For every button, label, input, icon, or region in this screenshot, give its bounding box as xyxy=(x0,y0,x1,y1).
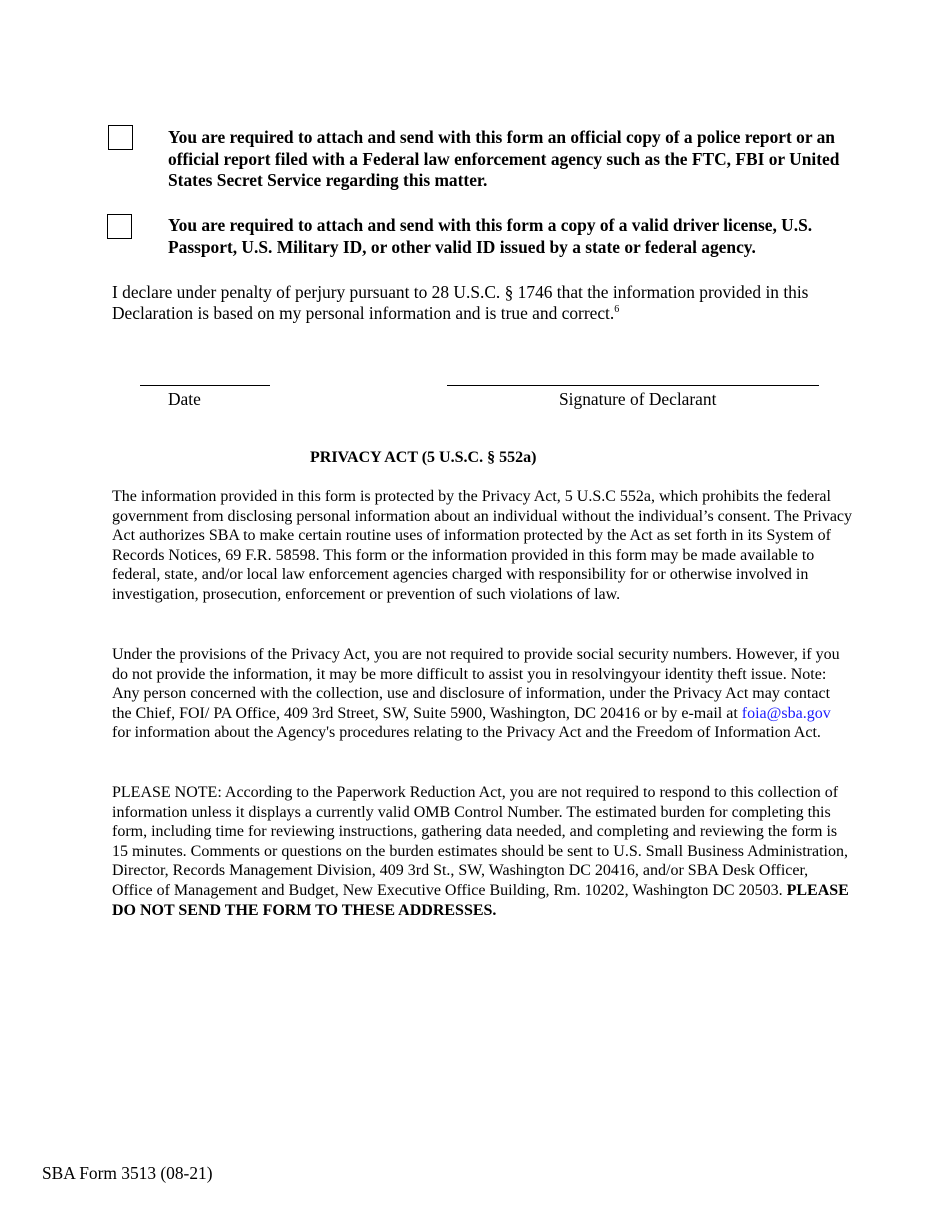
valid-id-checkbox[interactable] xyxy=(107,214,132,239)
police-report-checkbox[interactable] xyxy=(108,125,133,150)
date-line[interactable] xyxy=(140,385,270,386)
privacy-act-heading: PRIVACY ACT (5 U.S.C. § 552a) xyxy=(310,449,537,466)
valid-id-requirement-text: You are required to attach and send with this form a copy of a valid driver license, U.S. Passport, U.S. Military ID, or other valid ID issued by a state or federal agency. xyxy=(168,215,813,257)
signature-label: Signature of Declarant xyxy=(559,389,717,409)
signature-line[interactable] xyxy=(447,385,819,386)
declaration-text: I declare under penalty of perjury pursuant to 28 U.S.C. § 1746 that the information provided in this Declaration is based on my personal information and is true and correct. xyxy=(112,282,809,323)
paperwork-reduction-notice xyxy=(112,783,852,920)
paperwork-notice-text: PLEASE NOTE: According to the Paperwork Reduction Act, you are not required to respond to this collection of information unless it displays a currently valid OMB Control Number. The estimated burden for completing this form, including time for reviewing instructions, gathering data needed, and completing and reviewing the form is 15 minutes. Comments or questions on the burden estimates should be sent to U.S. Small Business Administration, Director, Records Management Division, 409 3rd St., SW, Washington DC 20416, and/or SBA Desk Officer, Office of Management and Budget, New Executive Office Building, Rm. 10202, Washington DC 20503. xyxy=(112,784,848,899)
paragraph-2-text-end: for information about the Agency's procedures relating to the Privacy Act and the Freedom of Information Act. xyxy=(112,724,821,742)
do-not-send-warning: PLEASE DO NOT SEND THE FORM TO THESE ADDRESSES. xyxy=(112,881,849,919)
form-identifier: SBA Form 3513 (08-21) xyxy=(42,1163,213,1183)
footnote-marker: 6 xyxy=(614,304,620,316)
foia-email-link[interactable]: foia@sba.gov xyxy=(741,704,831,722)
police-report-requirement-text: You are required to attach and send with this form an official copy of a police report or an official report filed with a Federal law enforcement agency such as the FTC, FBI or United States Secret Service regarding this matter. xyxy=(168,127,840,190)
paragraph-2-text: Under the provisions of the Privacy Act, you are not required to provide social security numbers. However, if you do not provide the information, it may be more difficult to assist you in resolvingyour identity theft issue. Note: Any person concerned with the collection, use and disclosure of information, under the Privacy Act may contact the Chief, FOI/ PA Office, 409 3rd Street, SW, Suite 5900, Washington, DC 20416 or by e-mail at xyxy=(112,646,840,722)
perjury-declaration xyxy=(112,282,842,324)
privacy-act-paragraph-2 xyxy=(112,645,852,743)
date-label: Date xyxy=(168,389,201,409)
privacy-act-paragraph-1: The information provided in this form is protected by the Privacy Act, 5 U.S.C 552a, which prohibits the federal government from disclosing personal information about an individual without the individual’s consent. The Privacy Act authorizes SBA to make certain routine uses of information protected by the Act as set forth in its System of Records Notices, 69 F.R. 58598. This form or the information provided in this form may be made available to federal, state, and/or local law enforcement agencies charged with responsibility for or otherwise involved in investigation, prosecution, enforcement or prevention of such violations of law. xyxy=(112,488,853,603)
